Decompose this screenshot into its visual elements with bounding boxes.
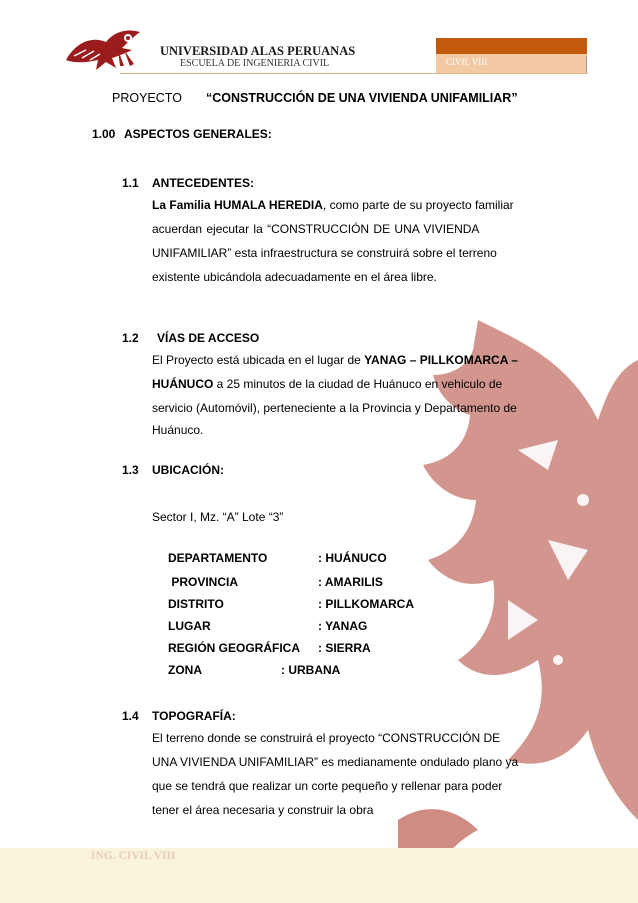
topografia-line-1: El terreno donde se construirá el proyecto “CONSTRUCCIÓN DE: [152, 731, 501, 745]
location-label: PROVINCIA: [168, 575, 239, 589]
sector-text: Sector I, Mz. “A” Lote “3”: [152, 510, 284, 524]
section-number: 1.00: [92, 127, 116, 141]
subsection-number-1-3: 1.3: [122, 463, 139, 477]
family-name: La Familia HUMALA HEREDIA: [152, 198, 323, 212]
location-value: : SIERRA: [318, 641, 371, 655]
vias-line-1: [152, 353, 518, 367]
place-name: YANAG – PILLKOMARCA –: [364, 353, 518, 367]
antecedentes-line-4: existente ubicándola adecuadamente en el área libre.: [152, 270, 437, 284]
project-title: “CONSTRUCCIÓN DE UNA VIVIENDA UNIFAMILIAR”: [206, 91, 518, 105]
antecedentes-line-1-rest: , como parte de su proyecto familiar: [322, 198, 514, 212]
university-name: UNIVERSIDAD ALAS PERUANAS: [160, 44, 356, 58]
subsection-title-ubicacion: UBICACIÓN:: [152, 463, 224, 477]
location-label: ZONA: [168, 663, 202, 677]
vias-line-3: servicio (Automóvil), perteneciente a la Provincia y Departamento de: [152, 401, 517, 415]
header-divider-tick: [586, 56, 587, 73]
subsection-title-antecedentes: ANTECEDENTES:: [152, 176, 255, 190]
subsection-number-1-2: 1.2: [122, 331, 139, 345]
section-title: ASPECTOS GENERALES:: [124, 127, 272, 141]
course-badge-top: [436, 38, 587, 54]
topografia-line-2: UNA VIVIENDA UNIFAMILIAR” es medianamente ondulado plano ya: [152, 755, 519, 769]
course-label: CIVIL VIII: [446, 57, 488, 67]
topografia-line-4: tener el área necesaria y construir la obra: [152, 803, 374, 817]
location-label: LUGAR: [168, 619, 211, 633]
university-logo-icon: [62, 20, 150, 75]
subsection-title-vias: VÍAS DE ACCESO: [157, 331, 260, 345]
location-value: : URBANA: [281, 663, 341, 677]
vias-line-2-b: a 25 minutos de la ciudad de Huánuco en vehiculo de: [213, 377, 503, 391]
location-value: : AMARILIS: [318, 575, 383, 589]
antecedentes-line-3: UNIFAMILIAR” esta infraestructura se construirá sobre el terreno: [152, 246, 497, 260]
topografia-line-3: que se tendrá que realizar un corte pequeño y rellenar para poder: [152, 779, 503, 793]
location-value: : YANAG: [318, 619, 368, 633]
antecedentes-line-2: acuerdan ejecutar la “CONSTRUCCIÓN DE UNA VIVIENDA: [152, 222, 480, 236]
vias-line-4: Huánuco.: [152, 423, 204, 437]
antecedentes-line-1: [152, 198, 514, 212]
location-label: DEPARTAMENTO: [168, 551, 268, 565]
location-value: : PILLKOMARCA: [318, 597, 414, 611]
footer-text: ING. CIVIL VIII: [91, 850, 176, 862]
location-label: REGIÓN GEOGRÁFICA: [168, 641, 301, 655]
school-name: ESCUELA DE INGENIERIA CIVIL: [180, 58, 330, 69]
course-badge: [436, 38, 587, 73]
location-value: : HUÁNUCO: [318, 551, 387, 565]
subsection-number-1-4: 1.4: [122, 709, 139, 723]
subsection-title-topografia: TOPOGRAFÍA:: [152, 709, 236, 723]
subsection-number-1-1: 1.1: [122, 176, 139, 190]
huanuco-bold: HUÁNUCO: [152, 377, 214, 391]
vias-line-2: [152, 377, 502, 391]
course-badge-bottom: [436, 54, 587, 73]
header-divider: [120, 73, 588, 74]
project-label: PROYECTO: [112, 91, 182, 105]
location-label: DISTRITO: [168, 597, 224, 611]
vias-line-1-a: El Proyecto está ubicada en el lugar de: [152, 353, 365, 367]
